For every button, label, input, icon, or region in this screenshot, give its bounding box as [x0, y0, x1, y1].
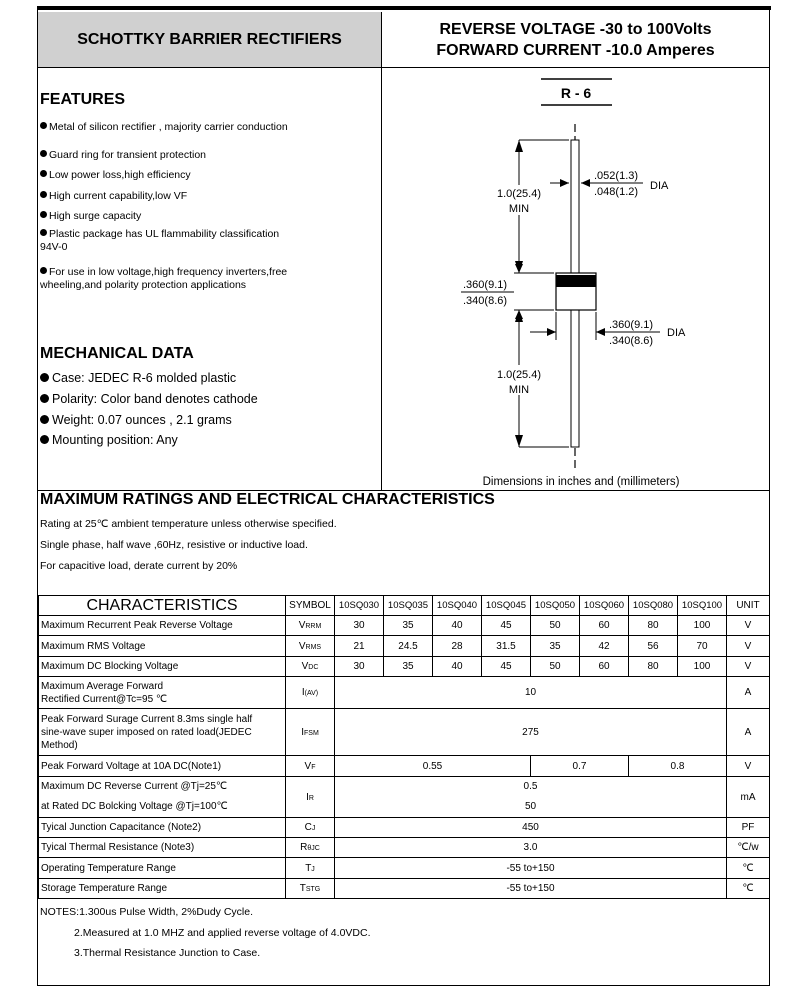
bullet-icon: [40, 191, 47, 198]
row-unit: ℃: [727, 858, 770, 879]
symbol-main: V: [298, 640, 306, 652]
table-cell-line: 0.5: [523, 781, 538, 792]
symbol-main: V: [304, 760, 312, 772]
row-unit: PF: [727, 818, 770, 838]
symbol-sub: FSM: [304, 729, 319, 737]
ratings-summary: [382, 12, 769, 68]
symbol-main: R: [300, 842, 308, 853]
header-part: 10SQ100: [678, 596, 727, 616]
arrowhead-icon: [581, 179, 590, 187]
note-2: 2.Measured at 1.0 MHZ and applied reverse voltage of 4.0VDC.: [74, 927, 371, 939]
symbol-sub: θJC: [307, 845, 320, 852]
table-row-iav: [39, 677, 770, 709]
row-symbol: [286, 818, 335, 838]
bullet-icon: [40, 211, 47, 218]
symbol-sub: J: [311, 865, 315, 873]
upper-lead: [571, 140, 579, 273]
header-symbol: SYMBOL: [286, 596, 335, 616]
row-label: Peak Forward Voltage at 10A DC(Note1): [39, 756, 286, 777]
table-cell: 3.0: [335, 838, 727, 858]
reverse-voltage-summary: REVERSE VOLTAGE -30 to 100Volts: [439, 20, 712, 38]
product-title-text: SCHOTTKY BARRIER RECTIFIERS: [77, 30, 342, 48]
table-cell: 30: [335, 657, 384, 677]
symbol-sub: F: [311, 763, 316, 771]
table-cell: 0.55: [335, 756, 531, 777]
table-row-cj: [39, 818, 770, 838]
package-outline-drawing: [382, 67, 769, 490]
symbol-sub: DC: [308, 664, 319, 671]
feature-text-cont: wheeling,and polarity protection applications: [40, 279, 247, 291]
row-label: [39, 709, 286, 756]
mechanical-text: Mounting position: Any: [52, 433, 178, 447]
table-cell: 40: [433, 616, 482, 636]
arrowhead-icon: [515, 264, 523, 273]
table-row-vrrm: [39, 616, 770, 636]
table-cell: 21: [335, 636, 384, 657]
row-symbol: [286, 616, 335, 636]
table-row-rth: [39, 838, 770, 858]
row-symbol: [286, 838, 335, 858]
row-label: [39, 777, 286, 818]
note-3: 3.Thermal Resistance Junction to Case.: [74, 947, 261, 959]
mechanical-item: [40, 371, 236, 385]
symbol-main: I: [301, 687, 305, 698]
row-symbol: [286, 657, 335, 677]
cathode-band: [556, 275, 596, 287]
table-cell: 30: [335, 616, 384, 636]
feature-item: [40, 121, 288, 134]
symbol-sub: (AV): [304, 690, 319, 697]
table-cell: 60: [580, 616, 629, 636]
lead-length-label: 1.0(25.4): [496, 369, 542, 381]
lead-length-label: 1.0(25.4): [496, 188, 542, 200]
table-cell: 60: [580, 657, 629, 677]
arrowhead-icon: [547, 328, 556, 336]
symbol-main: V: [301, 661, 309, 672]
table-cell: -55 to+150: [335, 858, 727, 879]
feature-item: [40, 266, 287, 292]
mechanical-title: MECHANICAL DATA: [40, 345, 194, 362]
rating-condition: Single phase, half wave ,60Hz, resistive or inductive load.: [40, 539, 308, 551]
bullet-icon: [40, 229, 47, 236]
header-part: 10SQ050: [531, 596, 580, 616]
row-label-line: at Rated DC Bolcking Voltage @Tj=100℃: [41, 801, 228, 812]
header-part: 10SQ030: [335, 596, 384, 616]
characteristics-table: [38, 595, 770, 899]
mechanical-item: [40, 413, 232, 427]
table-cell: 28: [433, 636, 482, 657]
symbol-sub: RRM: [305, 623, 322, 630]
feature-text: Guard ring for transient protection: [49, 149, 206, 161]
arrowhead-icon: [515, 310, 523, 322]
table-cell: 50: [531, 657, 580, 677]
bullet-icon: [40, 394, 49, 403]
row-label-line: Method): [41, 739, 78, 751]
header-part: 10SQ045: [482, 596, 531, 616]
table-cell: 35: [531, 636, 580, 657]
table-cell: [335, 777, 727, 818]
table-cell: 275: [335, 709, 727, 756]
row-unit: ℃/w: [727, 838, 770, 858]
bullet-icon: [40, 170, 47, 177]
product-title: [38, 12, 382, 68]
row-unit: V: [727, 657, 770, 677]
table-cell: 0.7: [531, 756, 629, 777]
row-label-line: Maximum Average Forward: [41, 680, 164, 692]
row-label-line: sine-wave super imposed on rated load(JEDEC: [41, 726, 252, 738]
row-label-line: Peak Forward Surage Current 8.3ms single half: [41, 713, 253, 725]
table-cell-line: 50: [524, 801, 537, 812]
symbol-sub: RMS: [305, 643, 322, 651]
body-dia-min-label: .340(8.6): [609, 335, 654, 347]
table-cell: 10: [335, 677, 727, 709]
row-symbol: [286, 677, 335, 709]
dimensions-caption: Dimensions in inches and (millimeters): [482, 476, 680, 488]
table-cell: 56: [629, 636, 678, 657]
lead-length-min-label: MIN: [508, 203, 530, 215]
symbol-main: T: [305, 862, 312, 874]
feature-text: Low power loss,high efficiency: [49, 169, 191, 181]
row-symbol: [286, 858, 335, 879]
mechanical-text: Case: JEDEC R-6 molded plastic: [52, 371, 237, 385]
symbol-main: C: [304, 822, 312, 833]
row-symbol: [286, 709, 335, 756]
lead-dia-min-label: .048(1.2): [594, 186, 639, 198]
symbol-main: I: [301, 726, 304, 738]
feature-text: High surge capacity: [49, 210, 142, 222]
package-label: R - 6: [560, 85, 592, 101]
table-cell: 70: [678, 636, 727, 657]
table-cell: 450: [335, 818, 727, 838]
table-header-row: [39, 596, 770, 616]
header-part: 10SQ040: [433, 596, 482, 616]
row-unit: A: [727, 709, 770, 756]
table-cell: 35: [384, 657, 433, 677]
table-cell: 50: [531, 616, 580, 636]
row-label: Tyical Junction Capacitance (Note2): [39, 818, 286, 838]
body-length-min-label: .340(8.6): [463, 295, 508, 307]
arrowhead-icon: [596, 328, 605, 336]
table-row-tj: [39, 858, 770, 879]
table-cell: 24.5: [384, 636, 433, 657]
row-unit: V: [727, 756, 770, 777]
header-part: 10SQ035: [384, 596, 433, 616]
feature-item: [40, 190, 187, 203]
row-unit: A: [727, 677, 770, 709]
mechanical-item: [40, 392, 258, 406]
symbol-main: T: [299, 883, 306, 894]
feature-text: Metal of silicon rectifier , majority carrier conduction: [49, 121, 288, 133]
table-cell: 40: [433, 657, 482, 677]
bullet-icon: [40, 150, 47, 157]
body-dia-max-label: .360(9.1): [609, 319, 654, 331]
arrowhead-icon: [560, 179, 569, 187]
row-label: Maximum Recurrent Peak Reverse Voltage: [39, 616, 286, 636]
bullet-icon: [40, 435, 49, 444]
row-unit: mA: [727, 777, 770, 818]
feature-item: [40, 228, 279, 254]
row-label: Tyical Thermal Resistance (Note3): [39, 838, 286, 858]
row-symbol: [286, 636, 335, 657]
row-unit: V: [727, 616, 770, 636]
table-cell: 35: [384, 616, 433, 636]
table-cell: 31.5: [482, 636, 531, 657]
symbol-main: V: [298, 620, 306, 631]
symbol-sub: J: [311, 825, 316, 832]
note-1: NOTES:1.300us Pulse Width, 2%Dudy Cycle.: [40, 906, 254, 918]
table-cell: -55 to+150: [335, 879, 727, 899]
arrowhead-icon: [515, 435, 523, 447]
bullet-icon: [40, 267, 47, 274]
bullet-icon: [40, 122, 47, 129]
lower-lead: [571, 310, 579, 447]
row-label-line: Maximum DC Reverse Current @Tj=25℃: [41, 781, 228, 792]
header-characteristics: CHARACTERISTICS: [39, 596, 286, 616]
lead-dia-max-label: .052(1.3): [594, 170, 639, 182]
feature-item: [40, 169, 191, 182]
symbol-sub: R: [308, 794, 314, 802]
table-row-tstg: [39, 879, 770, 899]
table-row-vrms: [39, 636, 770, 657]
table-row-ifsm: [39, 709, 770, 756]
mechanical-text: Polarity: Color band denotes cathode: [52, 392, 258, 406]
table-cell: 80: [629, 657, 678, 677]
bullet-icon: [40, 415, 49, 424]
symbol-main: I: [306, 791, 309, 803]
lead-dia-unit-label: DIA: [650, 180, 669, 192]
row-label: Operating Temperature Range: [39, 858, 286, 879]
symbol-sub: STG: [305, 886, 321, 893]
mechanical-item: [40, 433, 178, 447]
table-cell: 80: [629, 616, 678, 636]
feature-item: [40, 149, 206, 162]
table-cell: 45: [482, 657, 531, 677]
rating-condition: Rating at 25℃ ambient temperature unless otherwise specified.: [40, 518, 337, 530]
row-symbol: [286, 777, 335, 818]
table-cell: 42: [580, 636, 629, 657]
row-label: Storage Temperature Range: [39, 879, 286, 899]
feature-text: For use in low voltage,high frequency inverters,free: [49, 266, 288, 278]
body-length-max-label: .360(9.1): [463, 279, 508, 291]
arrowhead-icon: [515, 140, 523, 152]
rating-condition: For capacitive load, derate current by 20%: [40, 560, 238, 572]
mechanical-text: Weight: 0.07 ounces , 2.1 grams: [52, 413, 232, 427]
row-label: Maximum RMS Voltage: [39, 636, 286, 657]
lead-length-min-label: MIN: [508, 384, 530, 396]
header-unit: UNIT: [727, 596, 770, 616]
table-cell: 100: [678, 616, 727, 636]
forward-current-summary: FORWARD CURRENT -10.0 Amperes: [436, 41, 715, 59]
row-label: Maximum DC Blocking Voltage: [39, 657, 286, 677]
features-title: FEATURES: [40, 91, 126, 108]
feature-text: High current capability,low VF: [49, 190, 188, 202]
feature-item: [40, 210, 141, 223]
table-cell: 100: [678, 657, 727, 677]
row-label: [39, 677, 286, 709]
feature-text-cont: 94V-0: [40, 241, 68, 253]
table-row-vdc: [39, 657, 770, 677]
header-part: 10SQ060: [580, 596, 629, 616]
row-symbol: [286, 879, 335, 899]
table-row-vf: [39, 756, 770, 777]
row-unit: V: [727, 636, 770, 657]
feature-text: Plastic package has UL flammability classification: [49, 228, 280, 240]
header-part: 10SQ080: [629, 596, 678, 616]
row-symbol: [286, 756, 335, 777]
row-unit: ℃: [727, 879, 770, 899]
row-label-line: Rectified Current@Tc=95 ℃: [41, 693, 168, 705]
bullet-icon: [40, 373, 49, 382]
table-cell: 0.8: [629, 756, 727, 777]
table-cell: 45: [482, 616, 531, 636]
body-dia-unit-label: DIA: [667, 327, 686, 339]
table-row-ir: [39, 777, 770, 818]
ratings-title: MAXIMUM RATINGS AND ELECTRICAL CHARACTERISTICS: [40, 491, 495, 508]
